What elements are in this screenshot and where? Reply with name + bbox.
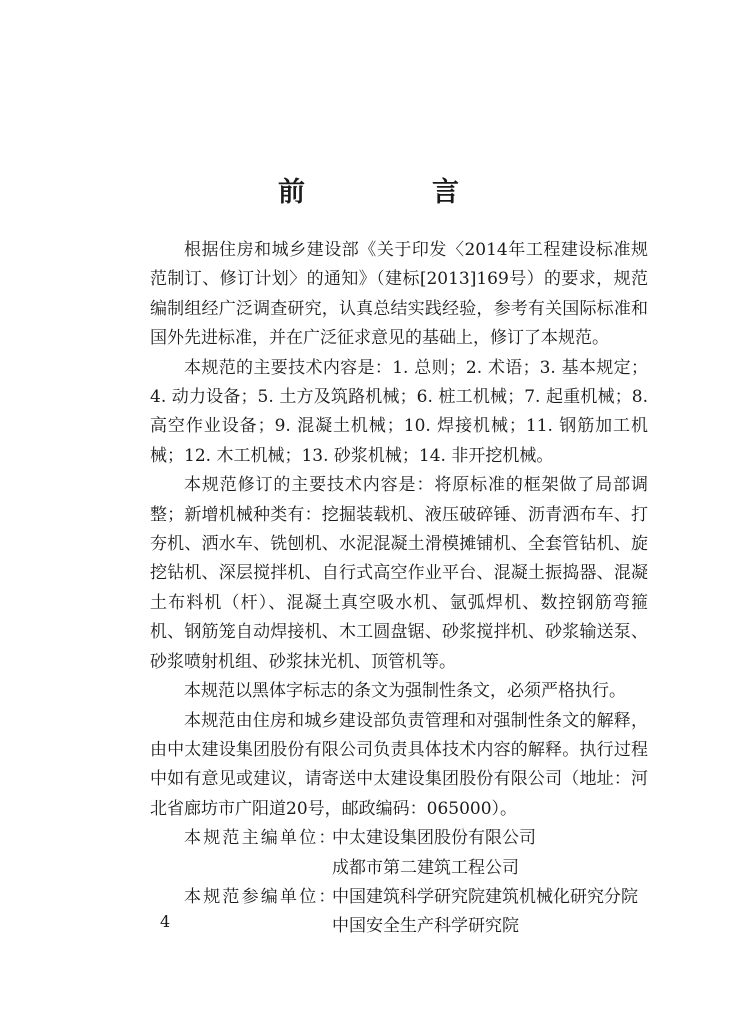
paragraph-revision-content: 本规范修订的主要技术内容是：将原标准的框架做了局部调整；新增机械种类有：挖掘装载机、液压破碎锤、沥青洒布车、打夯机、洒水车、铣刨机、水泥混凝土滑模摊铺机、全套管钻机、旋挖钻机、深层搅拌机、自行式高空作业平台、混凝土振捣器、混凝土布料机（杆）、混凝土真空吸水机、氩弧焊机、数控钢筋弯箍机、钢筋笼自动焊接机、木工圆盘锯、砂浆搅拌机、砂浆输送泵、砂浆喷射机组、砂浆抹光机、顶管机等。 <box>150 475 648 672</box>
editor-units <box>150 824 648 942</box>
participating-editor-row <box>150 883 648 942</box>
chief-editor-units <box>332 824 648 883</box>
paragraph-management: 本规范由住房和城乡建设部负责管理和对强制性条文的解释，由中太建设集团股份有限公司负责具体技术内容的解释。执行过程中如有意见或建议，请寄送中太建设集团股份有限公司（地址：河北省廊坊市广阳道20号，邮政编码：065000）。 <box>150 710 648 819</box>
participating-editor-unit: 中国建筑科学研究院建筑机械化研究分院 <box>332 886 638 907</box>
chief-editor-unit: 成都市第二建筑工程公司 <box>332 857 519 878</box>
paragraph-main-content: 本规范的主要技术内容是：1. 总则；2. 术语；3. 基本规定；4. 动力设备；5. 土方及筑路机械；6. 桩工机械；7. 起重机械；8. 高空作业设备；9. 混凝土机械；10. 焊接机械；11. 钢筋加工机械；12. 木工机械；13. 砂浆机械；14. 非开挖机械。 <box>150 357 648 466</box>
page-title: 前 言 <box>278 177 509 208</box>
page-number: 4 <box>160 912 171 931</box>
preface-body <box>150 236 648 942</box>
participating-editor-units <box>332 883 648 942</box>
participating-editor-label: 本规范参编单位： <box>184 886 338 907</box>
chief-editor-unit: 中太建设集团股份有限公司 <box>332 828 536 849</box>
paragraph-basis: 根据住房和城乡建设部《关于印发〈2014年工程建设标准规范制订、修订计划〉的通知》（建标[2013]169号）的要求，规范编制组经广泛调查研究，认真总结实践经验，参考有关国际标准和国外先进标准，并在广泛征求意见的基础上，修订了本规范。 <box>150 240 648 349</box>
participating-editor-unit: 中国安全生产科学研究院 <box>332 916 519 937</box>
chief-editor-row <box>150 824 648 883</box>
paragraph-mandatory-clauses: 本规范以黑体字标志的条文为强制性条文，必须严格执行。 <box>184 681 626 702</box>
chief-editor-label: 本规范主编单位： <box>184 828 338 849</box>
